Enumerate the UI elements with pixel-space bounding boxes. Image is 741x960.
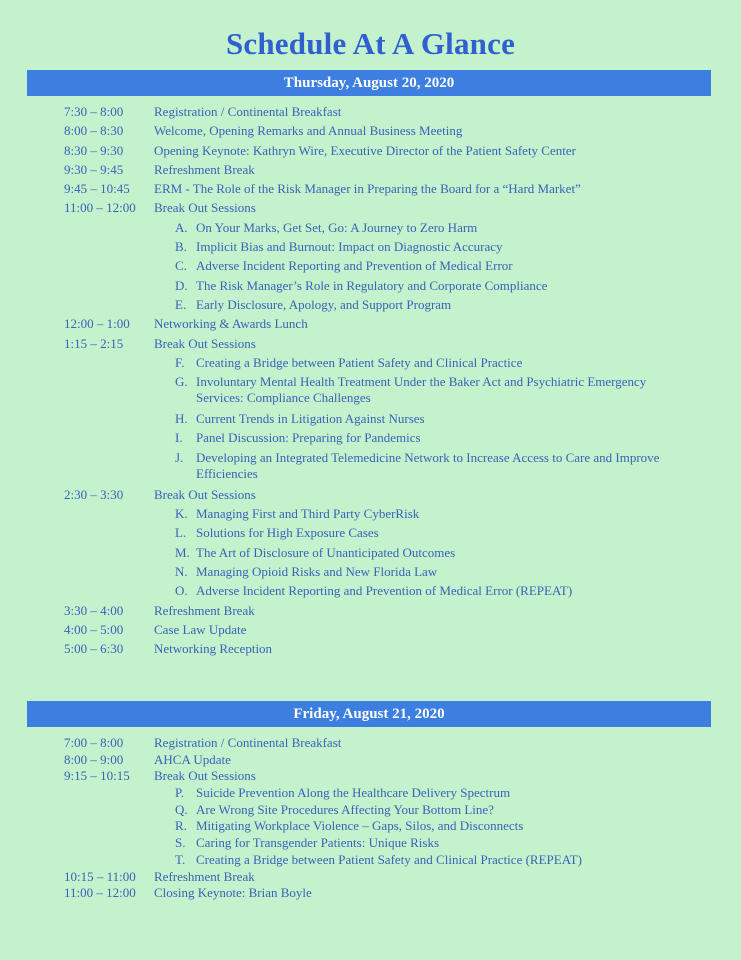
day1-header: Thursday, August 20, 2020 — [27, 70, 711, 96]
session-title: Current Trends in Litigation Against Nurses — [196, 411, 425, 427]
session-title: Adverse Incident Reporting and Prevention of Medical Error (REPEAT) — [196, 583, 573, 599]
session-row — [0, 297, 741, 316]
session-row — [0, 450, 741, 487]
session-letter: P. — [175, 785, 185, 801]
event-title: Refreshment Break — [154, 161, 255, 177]
day2-schedule — [0, 735, 741, 902]
session-title: Involuntary Mental Health Treatment Under the Baker Act and Psychiatric Emergency Services: Compliance Challenges — [196, 374, 647, 406]
time-slot: 10:15 – 11:00 — [64, 868, 136, 884]
session-title: Managing First and Third Party CyberRisk — [196, 506, 420, 522]
session-letter: F. — [175, 354, 185, 370]
time-slot: 9:30 – 9:45 — [64, 161, 124, 177]
day2-header: Friday, August 21, 2020 — [27, 701, 711, 727]
session-row — [0, 564, 741, 583]
session-letter: N. — [175, 563, 188, 579]
event-title: Case Law Update — [154, 621, 247, 637]
session-row — [0, 374, 741, 411]
session-title: Solutions for High Exposure Cases — [196, 525, 379, 541]
time-slot: 12:00 – 1:00 — [64, 316, 130, 332]
schedule-row — [0, 487, 741, 506]
session-row — [0, 525, 741, 544]
page-title: Schedule At A Glance — [225, 26, 516, 61]
session-letter: D. — [175, 277, 188, 293]
session-row — [0, 258, 741, 277]
session-row — [0, 506, 741, 525]
session-row — [0, 430, 741, 449]
session-title: Mitigating Workplace Violence – Gaps, Silos, and Disconnects — [196, 818, 524, 834]
session-title: Suicide Prevention Along the Healthcare Delivery Spectrum — [196, 785, 511, 801]
session-row — [0, 835, 741, 852]
event-title: Break Out Sessions — [154, 486, 256, 502]
session-letter: T. — [175, 851, 186, 867]
day1-schedule — [0, 104, 741, 660]
session-letter: G. — [175, 374, 188, 390]
time-slot: 7:30 – 8:00 — [64, 104, 124, 119]
schedule-row — [0, 336, 741, 355]
session-title: Early Disclosure, Apology, and Support Program — [196, 296, 452, 312]
session-letter: L. — [175, 525, 187, 541]
time-slot: 11:00 – 12:00 — [64, 885, 136, 901]
session-row — [0, 411, 741, 430]
session-title: Creating a Bridge between Patient Safety and Clinical Practice (REPEAT) — [196, 851, 582, 867]
session-letter: E. — [175, 296, 187, 312]
session-title: The Risk Manager’s Role in Regulatory and Corporate Compliance — [196, 277, 548, 293]
session-title: Managing Opioid Risks and New Florida Law — [196, 563, 438, 579]
session-row — [0, 545, 741, 564]
event-title: AHCA Update — [154, 751, 231, 767]
session-row — [0, 583, 741, 602]
session-title: Creating a Bridge between Patient Safety and Clinical Practice — [196, 354, 523, 370]
schedule-row — [0, 885, 741, 902]
session-letter: Q. — [175, 801, 188, 817]
time-slot: 7:00 – 8:00 — [64, 735, 124, 750]
event-title: Networking & Awards Lunch — [154, 316, 308, 332]
schedule-row — [0, 768, 741, 785]
session-letter: J. — [175, 449, 184, 465]
session-letter: I. — [175, 430, 183, 446]
event-title: Opening Keynote: Kathryn Wire, Executive Director of the Patient Safety Center — [154, 142, 576, 158]
session-letter: R. — [175, 818, 187, 834]
schedule-row — [0, 641, 741, 660]
time-slot: 4:00 – 5:00 — [64, 621, 124, 637]
schedule-row — [0, 143, 741, 162]
event-title: ERM - The Role of the Risk Manager in Preparing the Board for a “Hard Market” — [154, 181, 581, 197]
event-title: Break Out Sessions — [154, 200, 256, 216]
session-row — [0, 785, 741, 802]
session-letter: M. — [175, 544, 190, 560]
session-row — [0, 852, 741, 869]
session-letter: B. — [175, 239, 187, 255]
time-slot: 1:15 – 2:15 — [64, 335, 124, 351]
time-slot: 5:00 – 6:30 — [64, 641, 124, 657]
session-row — [0, 220, 741, 239]
schedule-row — [0, 316, 741, 335]
schedule-row — [0, 123, 741, 142]
session-title: Panel Discussion: Preparing for Pandemics — [196, 430, 421, 446]
session-title: The Art of Disclosure of Unanticipated Outcomes — [196, 544, 456, 560]
schedule-row — [0, 104, 741, 123]
session-letter: K. — [175, 506, 188, 522]
time-slot: 8:30 – 9:30 — [64, 142, 124, 158]
event-title: Closing Keynote: Brian Boyle — [154, 885, 312, 901]
time-slot: 9:45 – 10:45 — [64, 181, 130, 197]
event-title: Registration / Continental Breakfast — [154, 104, 342, 119]
schedule-row — [0, 752, 741, 769]
session-letter: H. — [175, 411, 188, 427]
session-row — [0, 278, 741, 297]
session-title: Adverse Incident Reporting and Prevention of Medical Error — [196, 258, 513, 274]
session-letter: A. — [175, 219, 188, 235]
session-row — [0, 818, 741, 835]
time-slot: 9:15 – 10:15 — [64, 768, 130, 784]
event-title: Networking Reception — [154, 641, 273, 657]
event-title: Break Out Sessions — [154, 768, 256, 784]
time-slot: 11:00 – 12:00 — [64, 200, 136, 216]
event-title: Refreshment Break — [154, 868, 255, 884]
schedule-row — [0, 603, 741, 622]
schedule-row — [0, 735, 741, 752]
event-title: Refreshment Break — [154, 602, 255, 618]
session-title: Implicit Bias and Burnout: Impact on Diagnostic Accuracy — [196, 239, 503, 255]
time-slot: 3:30 – 4:00 — [64, 602, 124, 618]
event-title: Break Out Sessions — [154, 335, 256, 351]
schedule-row — [0, 622, 741, 641]
session-title: Caring for Transgender Patients: Unique Risks — [196, 835, 440, 851]
schedule-row — [0, 162, 741, 181]
time-slot: 2:30 – 3:30 — [64, 486, 124, 502]
time-slot: 8:00 – 9:00 — [64, 751, 124, 767]
schedule-row — [0, 181, 741, 200]
session-title: On Your Marks, Get Set, Go: A Journey to Zero Harm — [196, 219, 478, 235]
session-title: Developing an Integrated Telemedicine Network to Increase Access to Care and Improve Efficiencies — [196, 449, 660, 481]
session-row — [0, 239, 741, 258]
session-letter: O. — [175, 583, 188, 599]
session-title: Are Wrong Site Procedures Affecting Your Bottom Line? — [196, 801, 494, 817]
schedule-row — [0, 869, 741, 886]
session-letter: C. — [175, 258, 187, 274]
session-row — [0, 355, 741, 374]
event-title: Welcome, Opening Remarks and Annual Business Meeting — [154, 123, 463, 139]
session-row — [0, 802, 741, 819]
session-letter: S. — [175, 835, 186, 851]
schedule-row — [0, 200, 741, 219]
event-title: Registration / Continental Breakfast — [154, 735, 342, 750]
time-slot: 8:00 – 8:30 — [64, 123, 124, 139]
